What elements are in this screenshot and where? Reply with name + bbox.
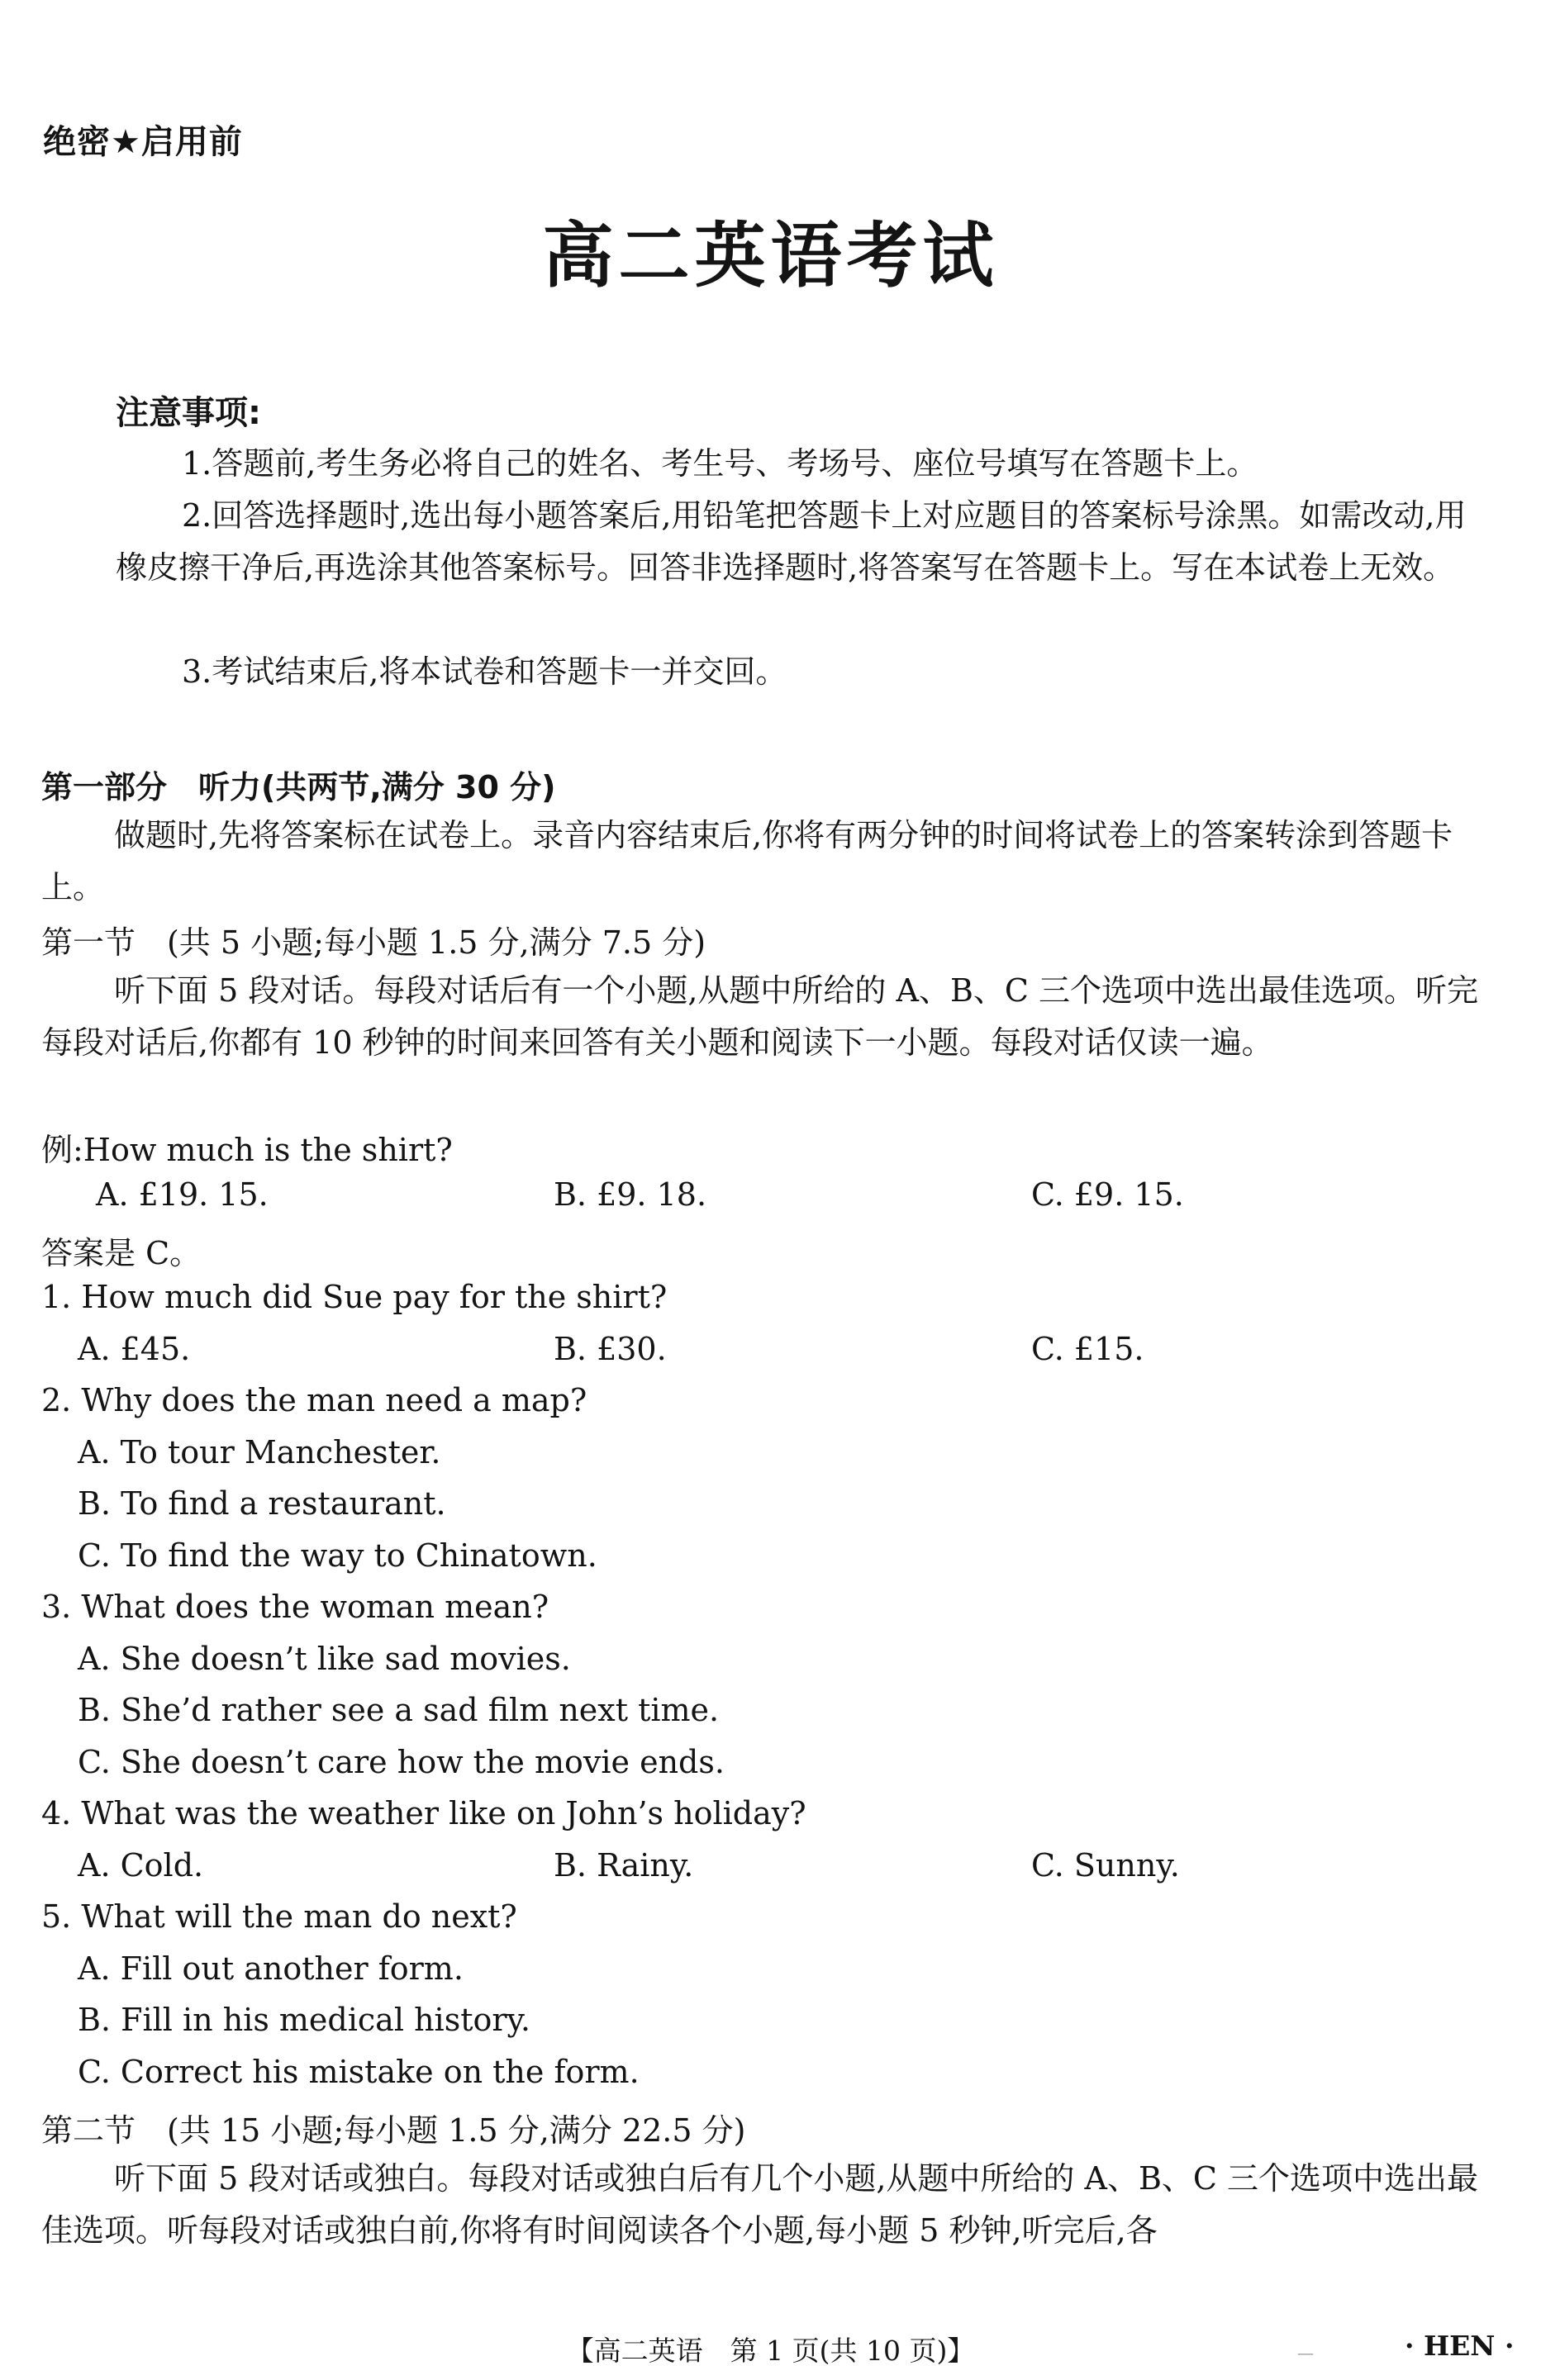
page-footer: 【高二英语 第 1 页(共 10 页)】 (566, 2335, 975, 2367)
question-2: 2. Why does the man need a map? (41, 1382, 587, 1418)
section1-instructions: 听下面 5 段对话。每段对话后有一个小题,从题中所给的 A、B、C 三个选项中选出最佳选项。听完每段对话后,你都有 10 秒钟的时间来回答有关小题和阅读下一小题。每段对话仅读一遍。 (41, 972, 1479, 1061)
part1-heading: 第一部分 听力(共两节,满分 30 分) (41, 769, 556, 805)
page-title: 高二英语考试 (542, 215, 999, 297)
notice-item-2: 2.回答选择题时,选出每小题答案后,用铅笔把答题卡上对应题目的答案标号涂黑。如需改动,用橡皮擦干净后,再选涂其他答案标号。回答非选择题时,将答案写在答题卡上。写在本试卷上无效。 (116, 497, 1467, 586)
q2-option-a: A. To tour Manchester. (78, 1434, 441, 1470)
example-option-a: A. £19. 15. (96, 1176, 269, 1213)
footer-mark: — (1297, 2343, 1314, 2363)
notice-item-3: 3.考试结束后,将本试卷和答题卡一并交回。 (182, 653, 787, 690)
question-4: 4. What was the weather like on John’s holiday? (41, 1795, 806, 1831)
example-question: 例:How much is the shirt? (41, 1132, 453, 1168)
question-3: 3. What does the woman mean? (41, 1589, 549, 1625)
footer-code: · HEN · (1405, 2330, 1515, 2362)
q3-option-b: B. She’d rather see a sad film next time. (78, 1692, 720, 1728)
notice-heading: 注意事项: (116, 394, 261, 432)
q3-option-a: A. She doesn’t like sad movies. (78, 1641, 571, 1677)
q5-option-c: C. Correct his mistake on the form. (78, 2054, 640, 2090)
section1-heading: 第一节 (共 5 小题;每小题 1.5 分,满分 7.5 分) (41, 924, 706, 961)
q1-option-a: A. £45. (78, 1331, 191, 1367)
q4-option-b: B. Rainy. (554, 1847, 694, 1884)
confidential-mark: 绝密★启用前 (43, 123, 243, 161)
section2-heading: 第二节 (共 15 小题;每小题 1.5 分,满分 22.5 分) (41, 2112, 746, 2149)
q1-option-c: C. £15. (1031, 1331, 1144, 1367)
example-answer: 答案是 C。 (41, 1235, 202, 1271)
q5-option-a: A. Fill out another form. (78, 1950, 464, 1987)
q1-option-b: B. £30. (554, 1331, 667, 1367)
q3-option-c: C. She doesn’t care how the movie ends. (78, 1744, 725, 1780)
question-1: 1. How much did Sue pay for the shirt? (41, 1279, 668, 1315)
q5-option-b: B. Fill in his medical history. (78, 2002, 531, 2038)
example-option-c: C. £9. 15. (1031, 1176, 1184, 1213)
q4-option-a: A. Cold. (78, 1847, 204, 1884)
part1-intro: 做题时,先将答案标在试卷上。录音内容结束后,你将有两分钟的时间将试卷上的答案转涂到答题卡上。 (41, 817, 1453, 905)
section2-instructions: 听下面 5 段对话或独白。每段对话或独白后有几个小题,从题中所给的 A、B、C 三个选项中选出最佳选项。听每段对话或独白前,你将有时间阅读各个小题,每小题 5 秒钟,听完后,各 (41, 2160, 1479, 2249)
question-5: 5. What will the man do next? (41, 1898, 517, 1935)
q4-option-c: C. Sunny. (1031, 1847, 1180, 1884)
q2-option-c: C. To find the way to Chinatown. (78, 1537, 597, 1574)
notice-item-1: 1.答题前,考生务必将自己的姓名、考生号、考场号、座位号填写在答题卡上。 (182, 445, 1258, 482)
q2-option-b: B. To find a restaurant. (78, 1485, 446, 1522)
example-option-b: B. £9. 18. (554, 1176, 707, 1213)
